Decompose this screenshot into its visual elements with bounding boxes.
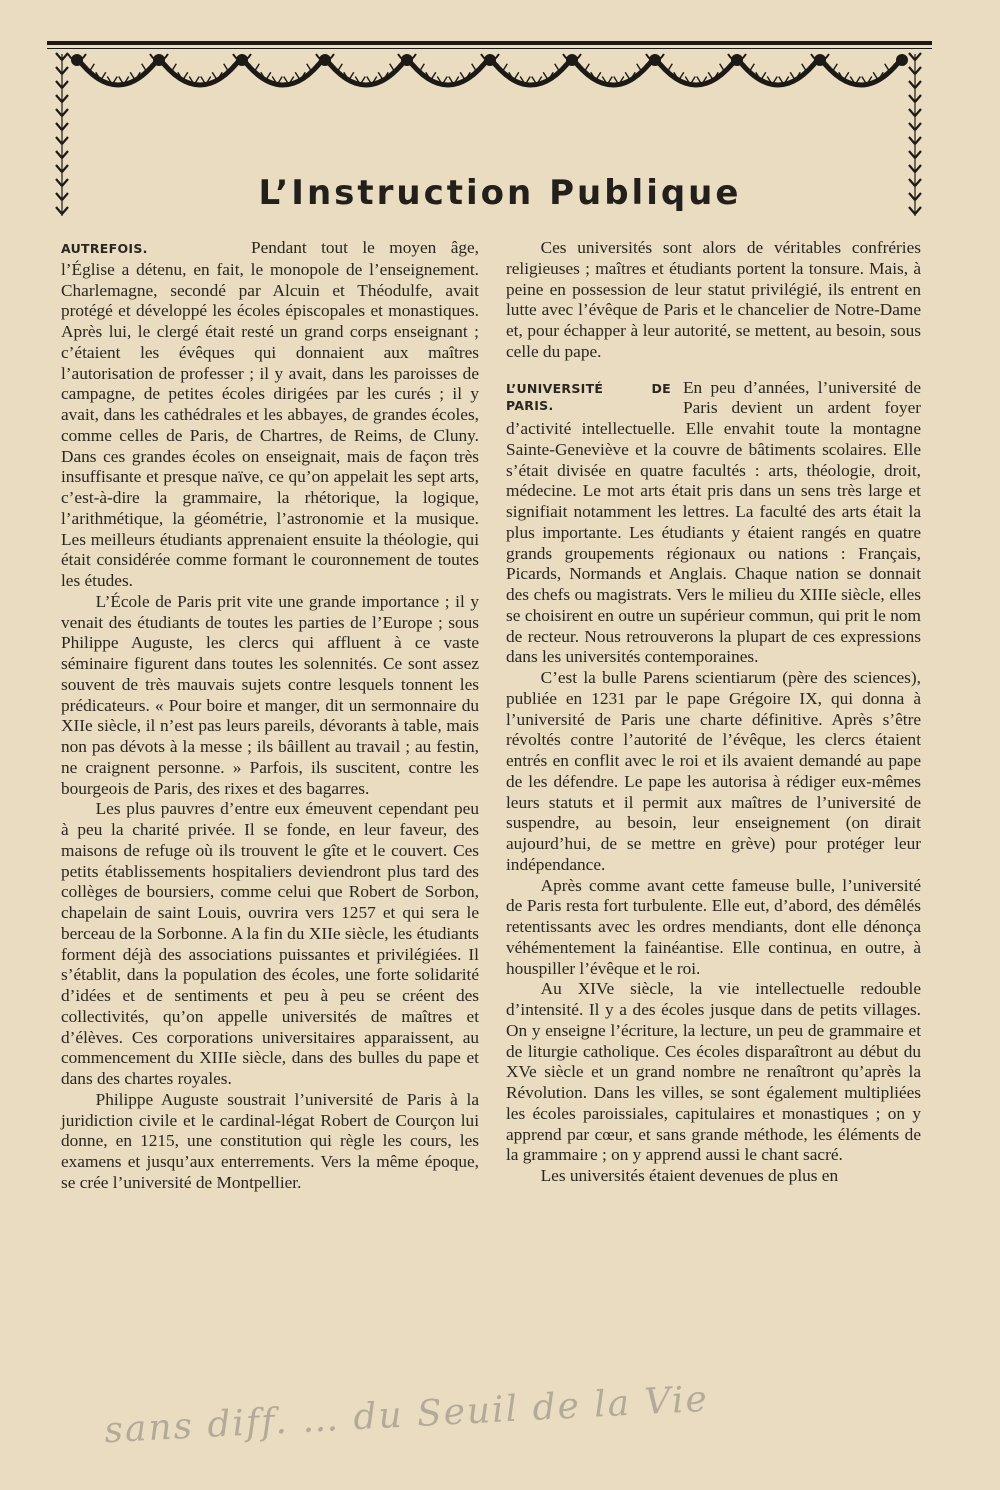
paragraph: Au XIVe siècle, la vie intellectuelle redouble d’intensité. Il y a des écoles jusque dans de petits villages. On y enseigne l’écriture, la lecture, un peu de grammaire et de liturgie catholique. Ces écoles disparaîtront au début du XVe siècle et un grand nombre ne renaîtront qu’après la Révolution. Dans les villes, se sont également multipliées les écoles paroissiales, capitulaires et monastiques ; on y apprend par cœur, et sans grande méthode, les éléments de la grammaire ; on y apprend aussi le chant sacré. xyxy=(506,979,921,1165)
paragraph: C’est la bulle Parens scientiarum (père des sciences), publiée en 1231 par le pape Grégoire IX, qui donna à l’université de Paris une charte définitive. Après s’être révoltés contre l’autorité de l’évêque, les clercs étaient entrés en conflit avec le roi et ils avaient demandé au pape de les défendre. Le pape les autorisa à rédiger eux-mêmes leurs statuts et il permit aux maîtres de l’université de suspendre, au besoin, leur enseignement (on dirait aujourd’hui, de se mettre en grève) pour protéger leur indépendance. xyxy=(506,668,921,874)
handwritten-note: sans diff. … du Seuil de la Vie xyxy=(103,1378,710,1452)
paragraph: Les universités étaient devenues de plus en xyxy=(540,1166,839,1185)
section-rubric-universite: L’UNIVERSITÉ DE PARIS. xyxy=(506,380,671,413)
header-rule xyxy=(47,41,932,45)
paragraph: AUTREFOIS. Pendant tout le moyen âge, l’Église a détenu, en fait, le monopole de l’enseignement. Charlemagne, secondé par Alcuin et Théodulfe, avait protégé et développé les écoles épiscopales et monastiques. Après lui, le clergé était resté un grand corps enseignant ; c’étaient les évêques qui donnaient aux maîtres l’autorisation de professer ; il y avait, dans les paroisses de campagne, de petites écoles dirigées par les curés ; il y avait, dans les cathédrales et les abbayes, de grandes écoles, comme celles de Paris, de Chartres, de Reims, de Cluny. Dans ces grandes écoles on enseignait, mais de façon très insuffisante et presque naïve, ce qu’on appelait les sept arts, c’est-à-dire la grammaire, la rhétorique, la logique, l’arithmétique, la géométrie, l’astronomie et la musique. Les meilleurs étudiants apprenaient ensuite la théologie, qui était considérée comme formant le couronnement de toutes les études. xyxy=(61,238,479,590)
page-title: L’Instruction Publique xyxy=(258,172,742,213)
paragraph: L’École de Paris prit vite une grande importance ; il y venait des étudiants de toutes les parties de l’Europe ; sous Philippe Auguste, les clercs qui affluent à ce vaste séminaire figurent dans toutes les solennités. Ce sont assez souvent de très mauvais sujets contre lesquels tonnent les prédicateurs. « Pour boire et manger, dit un sermonnaire du XIIe siècle, il n’est pas leurs pareils, dévorants à table, mais non pas dévots à la messe ; ils bâillent au travail ; au festin, ne craignent personne. » Parfois, ils suscitent, contre les bourgeois de Paris, des rixes et des bagarres. xyxy=(61,591,479,798)
right-column xyxy=(506,238,921,1187)
header-rule-thin xyxy=(47,48,932,49)
paragraph: L’UNIVERSITÉ DE PARIS. En peu d’années, l’université de Paris devient un ardent foyer d’activité intellectuelle. Elle envahit toute la montagne Sainte-Geneviève et la couvre de bâtiments scolaires. Elle s’était divisée en quatre facultés : arts, théologie, droit, médecine. Le mot arts était pris dans un sens très large et signifiait notamment les lettres. La faculté des arts était la plus importante. Les étudiants y étaient rangés en quatre grands groupements régionaux ou nations : Français, Picards, Normands et Anglais. Chaque nation se donnait des chefs ou magistrats. Vers le milieu du XIIIe siècle, elles se choisirent en outre un supérieur commun, qui prit le nom de recteur. Nous retrouverons la plupart de ces expressions dans les universités contemporaines. xyxy=(506,377,921,667)
paragraph: Ces universités sont alors de véritables confréries religieuses ; maîtres et étudiants portent la tonsure. Mais, à peine en possession de leur statut privilégié, ils entrent en lutte avec l’évêque de Paris et le chancelier de Notre-Dame et, pour échapper à leur autorité, se mettent, au besoin, sous celle du pape. xyxy=(506,238,921,361)
section-rubric-autrefois: AUTREFOIS. xyxy=(61,241,148,256)
paragraph: Les plus pauvres d’entre eux émeuvent cependant peu à peu la charité privée. Il se fonde, en leur faveur, des maisons de refuge où ils trouvent le gîte et le couvert. Ces petits établissements hospitaliers deviendront plus tard des collèges de boursiers, comme celui que Robert de Sorbon, chapelain de saint Louis, ouvrira vers 1257 et qui sera le berceau de la Sorbonne. A la fin du XIIe siècle, les étudiants forment déjà des associations puissantes et privilégiées. Il s’établit, dans la population des écoles, une forte solidarité d’idées et de sentiments et peu à peu se créent des collectivités, qu’on appelle universités de maîtres et d’élèves. Ces corporations universitaires apparaissent, au commencement du XIIIe siècle, dans des bulles du pape et dans des chartes royales. xyxy=(61,799,479,1088)
left-column xyxy=(61,238,479,1194)
paragraph: Philippe Auguste soustrait l’université de Paris à la juridiction civile et le cardinal-légat Robert de Courçon lui donne, en 1215, une constitution qui règle les cours, les examens et jusqu’aux enterrements. Vers la même époque, se crée l’université de Montpellier. xyxy=(61,1089,479,1192)
paragraph: Après comme avant cette fameuse bulle, l’université de Paris resta fort turbulente. Elle eut, d’abord, des démêlés retentissants avec les ordres mendiants, dont elle dénonça véhémentement la fainéantise. Elle continua, en outre, à houspiller l’évêque et le roi. xyxy=(506,875,921,978)
